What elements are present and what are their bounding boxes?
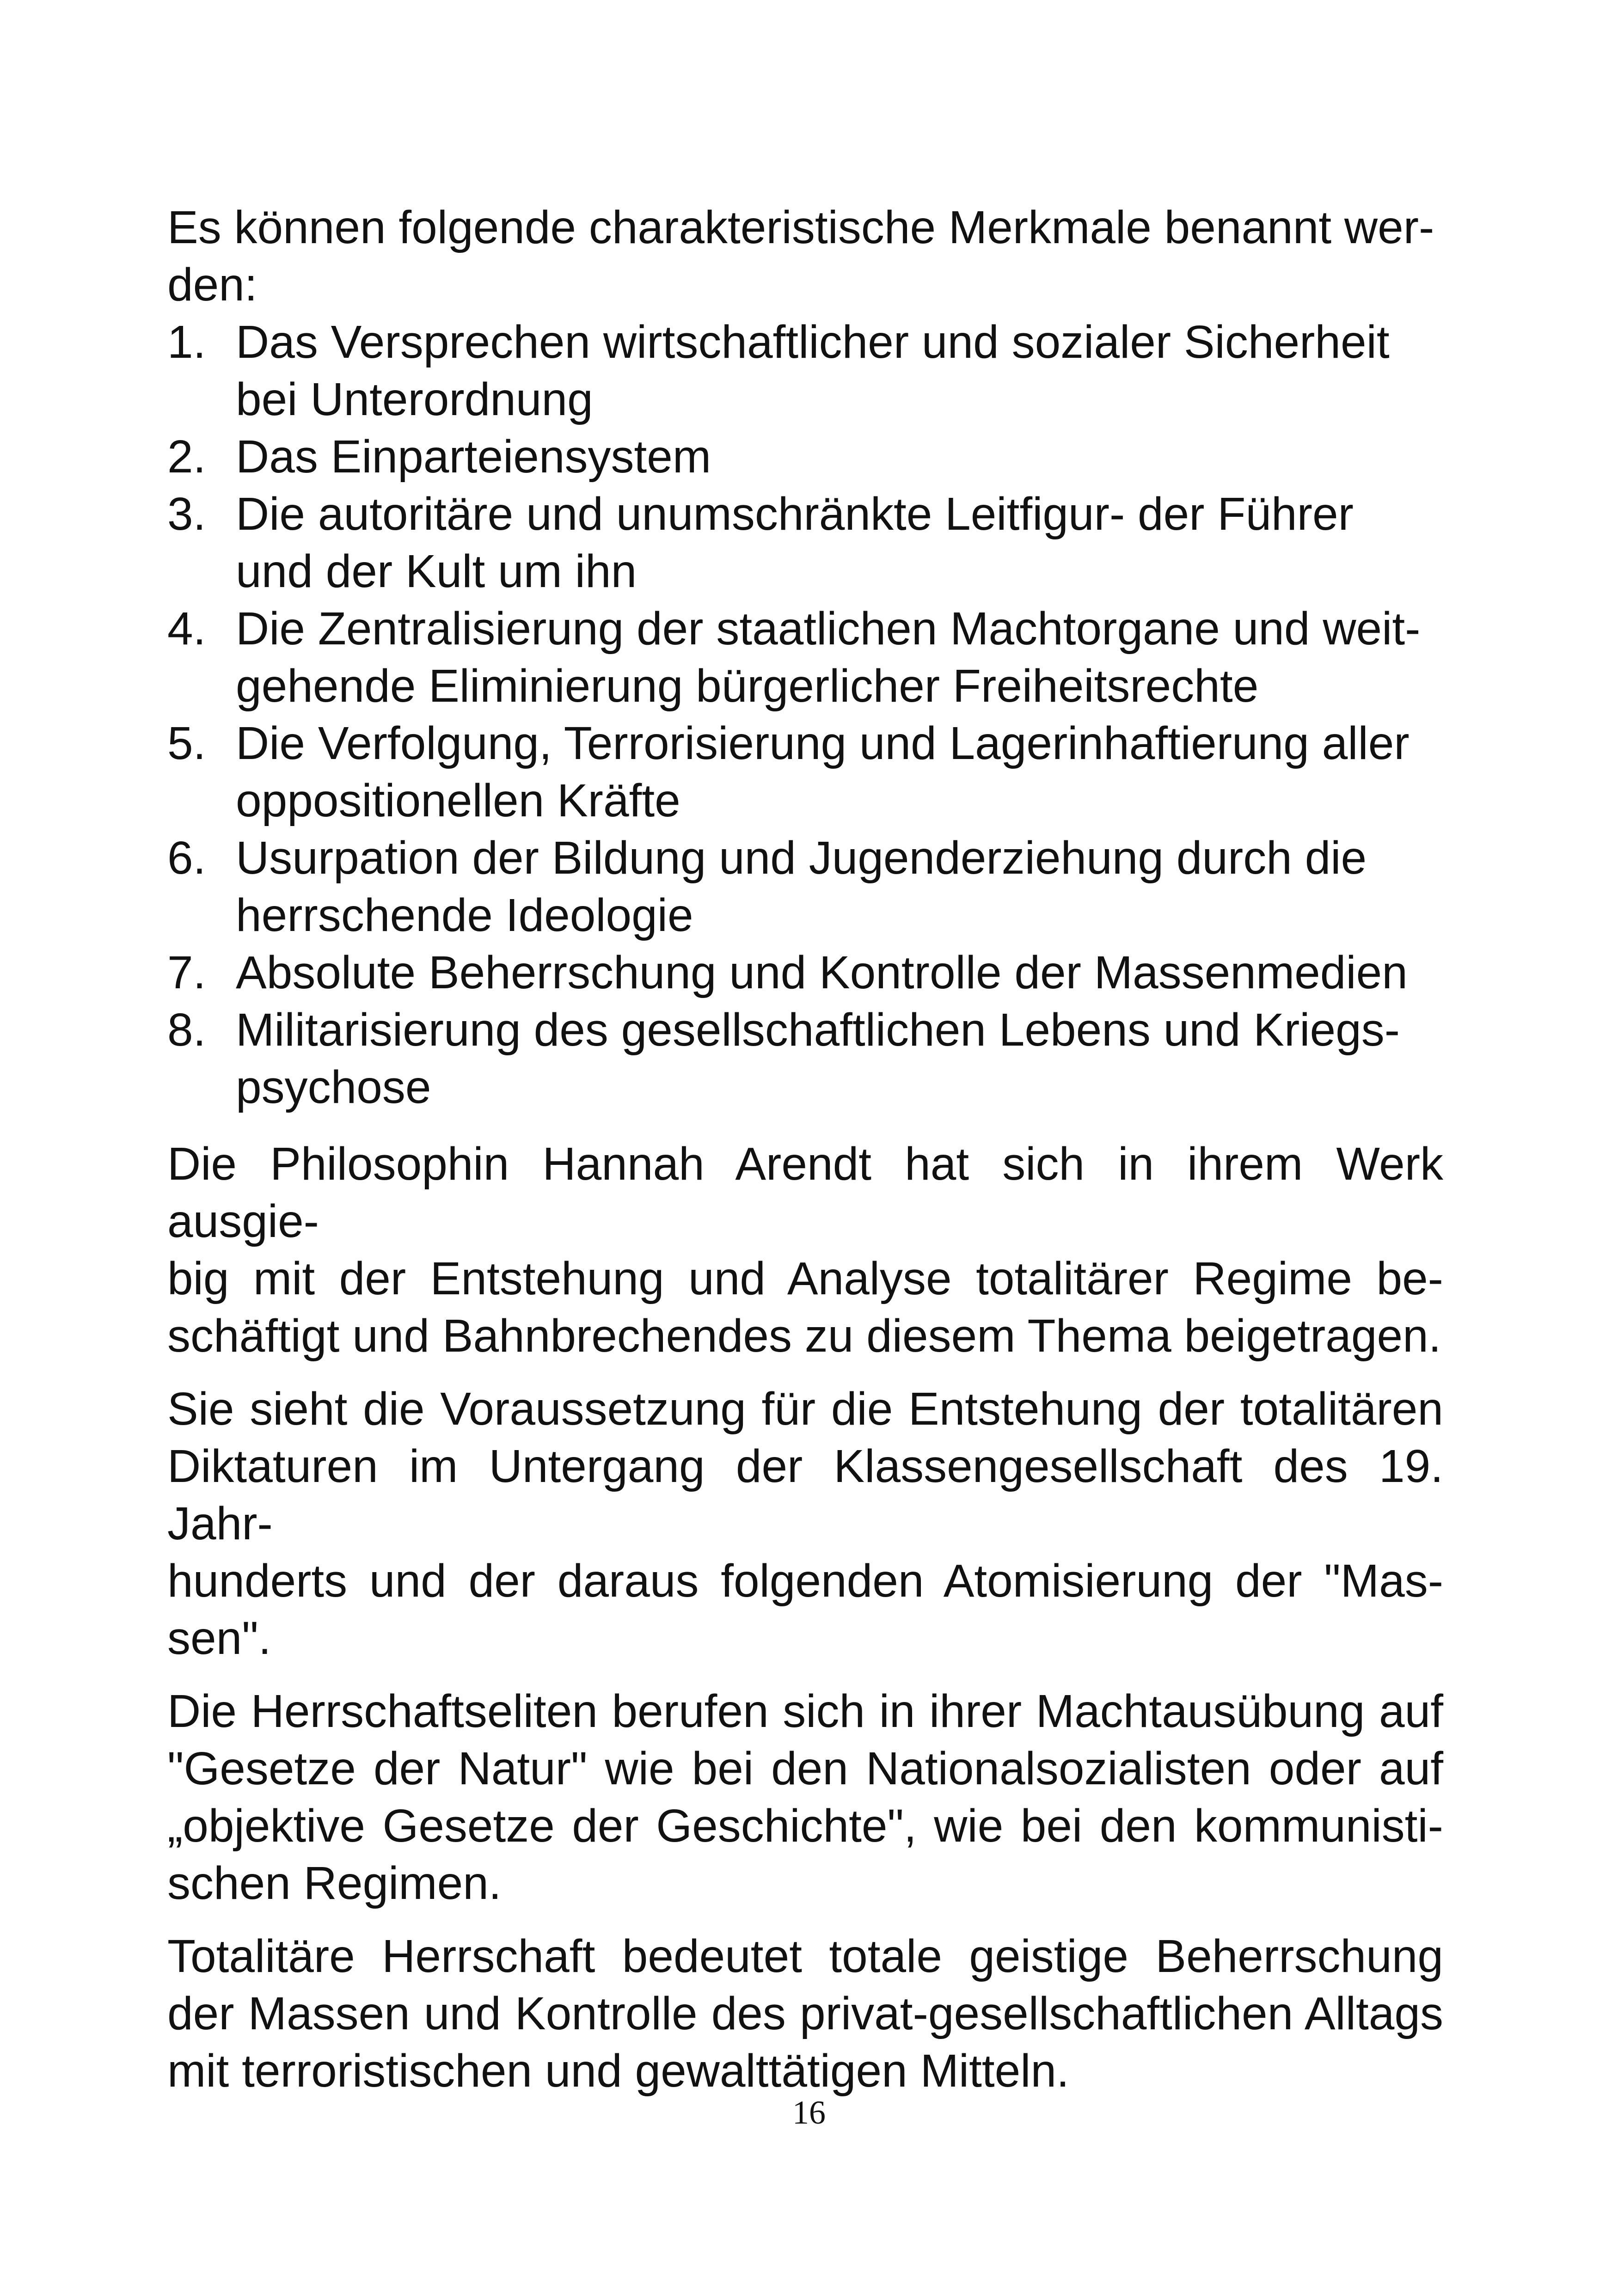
- text-line: Totalitäre Herrschaft bedeutet totale geistige Beherrschung: [167, 1930, 1443, 1982]
- list-item-number: 3.: [167, 488, 206, 540]
- list-item: [167, 313, 1443, 428]
- list-item-number: 1.: [167, 316, 206, 368]
- list-item-text: Die Verfolgung, Terrorisierung und Lagerinhaftierung aller: [236, 717, 1410, 769]
- list-item-number: 7.: [167, 947, 206, 998]
- list-item-text: psychose: [236, 1061, 431, 1113]
- list-item-text: gehende Eliminierung bürgerlicher Freiheitsrechte: [236, 660, 1259, 712]
- paragraph-prerequisites: [167, 1380, 1443, 1667]
- list-item-number: 4.: [167, 603, 206, 655]
- text-line: mit terroristischen und gewalttätigen Mitteln.: [167, 2045, 1069, 2097]
- list-item: [167, 600, 1443, 715]
- text-line: „objektive Gesetze der Geschichte", wie bei den kommunisti-: [167, 1800, 1443, 1852]
- list-item: [167, 715, 1443, 829]
- list-item-number: 5.: [167, 717, 206, 769]
- text-line: Diktaturen im Untergang der Klassengesellschaft des 19. Jahr-: [167, 1440, 1443, 1549]
- list-item-text: Absolute Beherrschung und Kontrolle der Massenmedien: [236, 947, 1408, 998]
- criteria-list: [167, 313, 1443, 1116]
- page-number: 16: [792, 2094, 826, 2131]
- list-item-number: 8.: [167, 1004, 206, 1056]
- text-line: Die Philosophin Hannah Arendt hat sich in ihrem Werk ausgie-: [167, 1138, 1443, 1247]
- list-item-text: und der Kult um ihn: [236, 545, 637, 597]
- text-line: der Massen und Kontrolle des privat-gesellschaftlichen Alltags: [167, 1988, 1443, 2039]
- list-item-number: 2.: [167, 431, 206, 483]
- list-item-text: Die autoritäre und unumschränkte Leitfigur- der Führer: [236, 488, 1354, 540]
- list-item-text: bei Unterordnung: [236, 373, 593, 425]
- list-item: [167, 428, 1443, 485]
- list-item-text: Das Einparteiensystem: [236, 431, 711, 483]
- text-line: sen".: [167, 1612, 271, 1664]
- list-item-text: Das Versprechen wirtschaftlicher und sozialer Sicherheit: [236, 316, 1390, 368]
- text-line: schäftigt und Bahnbrechendes zu diesem Thema beigetragen.: [167, 1310, 1441, 1362]
- list-item: [167, 485, 1443, 600]
- text-line: hunderts und der daraus folgenden Atomisierung der "Mas-: [167, 1555, 1443, 1607]
- list-item-text: oppositionellen Kräfte: [236, 775, 680, 827]
- text-line: Die Herrschaftseliten berufen sich in ihrer Machtausübung auf: [167, 1685, 1443, 1737]
- list-item-text: herrschende Ideologie: [236, 889, 693, 941]
- paragraph-totalitarian-rule: [167, 1928, 1443, 2100]
- list-item-text: Militarisierung des gesellschaftlichen Lebens und Kriegs-: [236, 1004, 1400, 1056]
- text-line: big mit der Entstehung und Analyse totalitärer Regime be-: [167, 1253, 1443, 1304]
- text-line: Es können folgende charakteristische Merkmale benannt wer-: [167, 202, 1434, 253]
- list-item: [167, 944, 1443, 1001]
- text-line: den:: [167, 259, 257, 311]
- intro-paragraph: [167, 199, 1443, 313]
- text-line: schen Regimen.: [167, 1857, 502, 1909]
- list-item-text: Usurpation der Bildung und Jugenderziehung durch die: [236, 832, 1367, 884]
- list-item: [167, 829, 1443, 944]
- body-text: [167, 199, 1443, 2100]
- list-item-number: 6.: [167, 832, 206, 884]
- paragraph-elites: [167, 1683, 1443, 1912]
- text-line: "Gesetze der Natur" wie bei den Nationalsozialisten oder auf: [167, 1743, 1443, 1794]
- list-item: [167, 1001, 1443, 1116]
- text-line: Sie sieht die Voraussetzung für die Entstehung der totalitären: [167, 1383, 1443, 1435]
- list-item-text: Die Zentralisierung der staatlichen Machtorgane und weit-: [236, 603, 1421, 655]
- paragraph-arendt: [167, 1135, 1443, 1365]
